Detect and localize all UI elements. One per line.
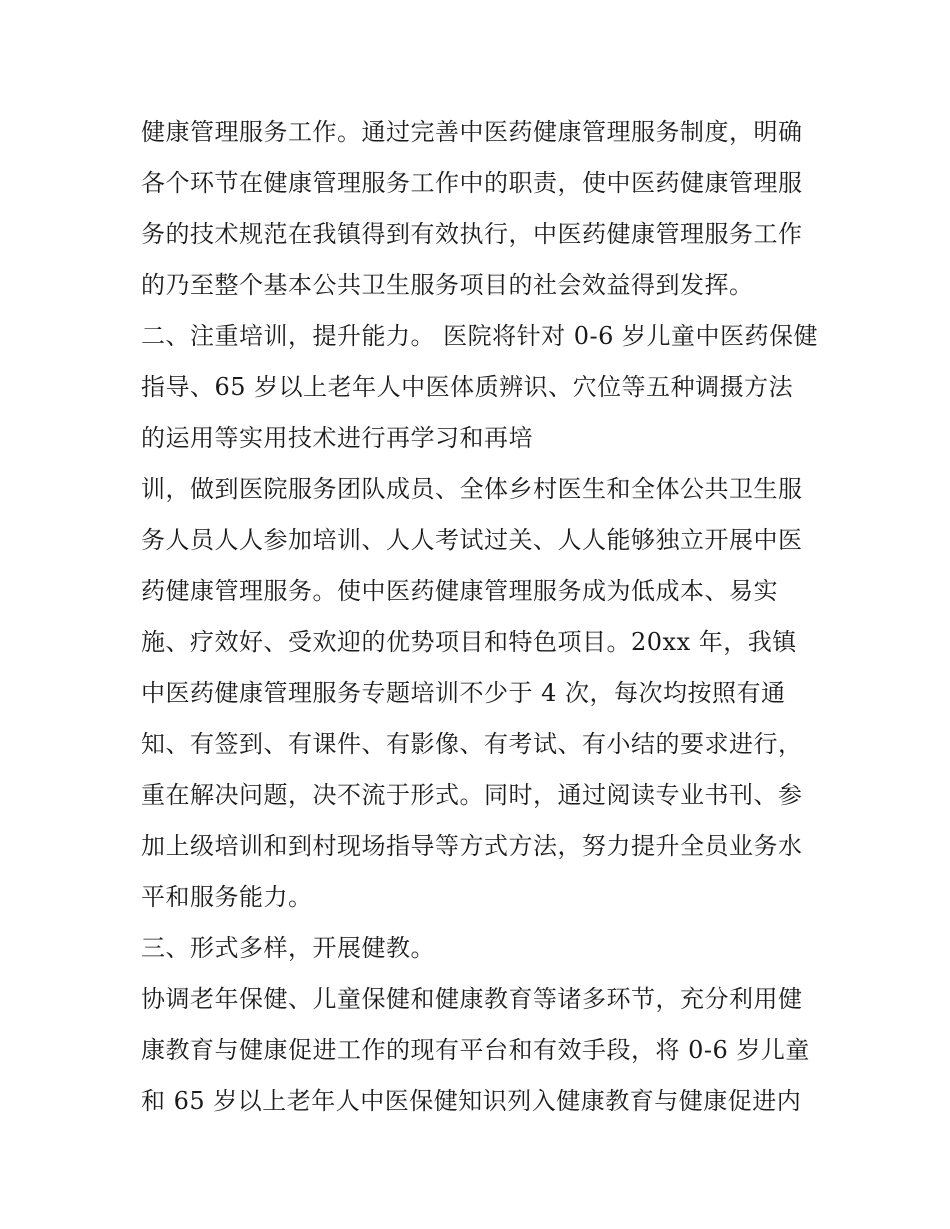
text-line: 重在解决问题，决不流于形式。同时，通过阅读专业书刊、参 (141, 781, 803, 809)
text-line: 平和服务能力。 (141, 883, 313, 911)
text-line: 和 65 岁以上老年人中医保健知识列入健康教育与健康促进内 (141, 1087, 802, 1115)
text-line: 药健康管理服务。使中医药健康管理服务成为低成本、易实 (141, 577, 778, 605)
text-line: 施、疗效好、受欢迎的优势项目和特色项目。20xx 年，我镇 (141, 628, 797, 656)
text-line: 指导、65 岁以上老年人中医体质辨识、穴位等五种调摄方法 (141, 373, 794, 401)
text-line: 的乃至整个基本公共卫生服务项目的社会效益得到发挥。 (141, 271, 754, 299)
text-line: 务的技术规范在我镇得到有效执行，中医药健康管理服务工作 (141, 220, 803, 248)
text-line: 健康管理服务工作。通过完善中医药健康管理服务制度，明确 (141, 118, 803, 146)
text-line: 的运用等实用技术进行再学习和再培 (141, 424, 533, 452)
text-line: 协调老年保健、儿童保健和健康教育等诸多环节，充分利用健 (141, 985, 803, 1013)
section-heading-training: 二、注重培训，提升能力。 医院将针对 0-6 岁儿童中医药保健 (141, 322, 819, 350)
text-line: 各个环节在健康管理服务工作中的职责，使中医药健康管理服 (141, 169, 803, 197)
text-line: 康教育与健康促进工作的现有平台和有效手段，将 0-6 岁儿童 (141, 1036, 810, 1064)
text-line: 训，做到医院服务团队成员、全体乡村医生和全体公共卫生服 (141, 475, 803, 503)
text-line: 务人员人人参加培训、人人考试过关、人人能够独立开展中医 (141, 526, 803, 554)
section-heading-education: 三、形式多样，开展健教。 (141, 934, 435, 962)
text-line: 加上级培训和到村现场指导等方式方法，努力提升全员业务水 (141, 832, 803, 860)
text-line: 知、有签到、有课件、有影像、有考试、有小结的要求进行， (141, 730, 803, 758)
text-line: 中医药健康管理服务专题培训不少于 4 次，每次均按照有通 (141, 679, 786, 707)
body-text (141, 107, 821, 1127)
